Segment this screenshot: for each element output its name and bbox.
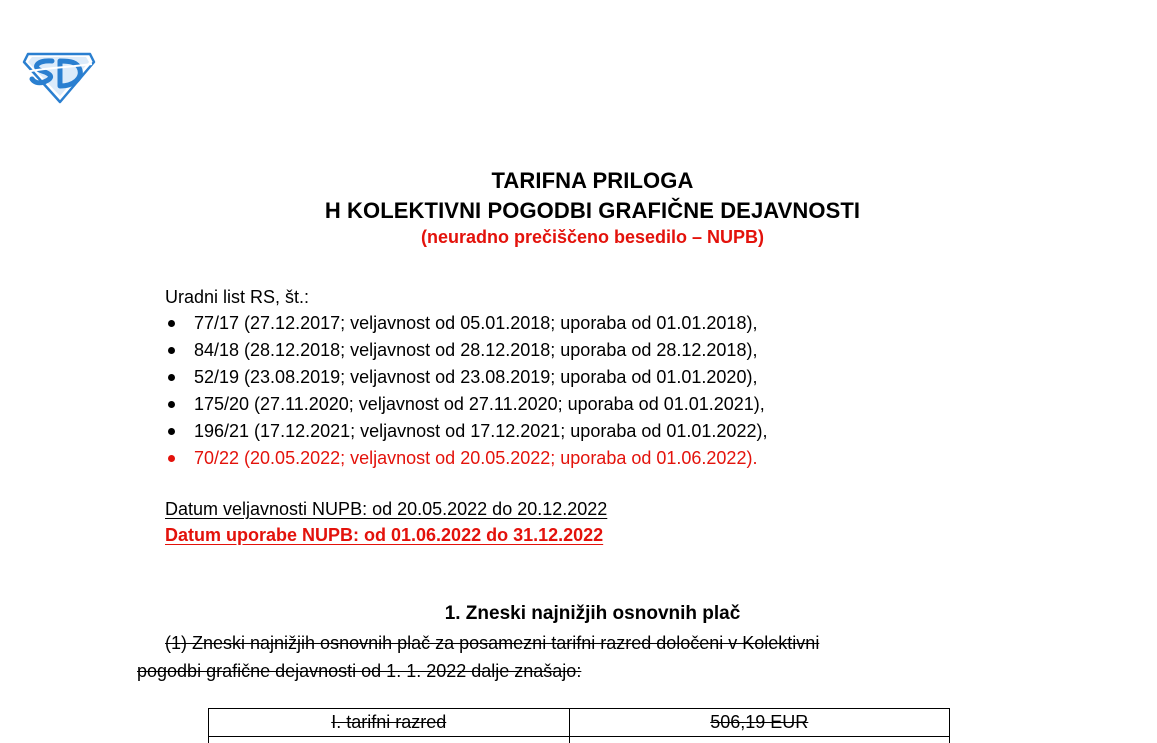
document-title-line-1: TARIFNA PRILOGA: [491, 168, 694, 193]
bullet-icon: [168, 347, 175, 354]
datum-veljavnosti: Datum veljavnosti NUPB: od 20.05.2022 do 20.12.2022: [165, 499, 608, 519]
gazette-entry-text: 196/21 (17.12.2021; veljavnost od 17.12.2021; uporaba od 01.01.2022),: [194, 421, 768, 441]
gazette-entry: [165, 418, 767, 445]
table-row: [209, 709, 950, 737]
bullet-icon: [168, 428, 175, 435]
gazette-entry-text: 84/18 (28.12.2018; veljavnost od 28.12.2018; uporaba od 28.12.2018),: [194, 340, 758, 360]
gazette-entry: [165, 364, 767, 391]
struck-paragraph: [137, 629, 1027, 685]
tariff-class-cell: I. tarifni razred: [209, 709, 570, 737]
bullet-icon: [168, 320, 175, 327]
document-subtitle: (neuradno prečiščeno besedilo – NUPB): [420, 227, 765, 247]
tariff-table: [208, 708, 950, 743]
paragraph-line-1: (1) Zneski najnižjih osnovnih plač za posamezni tarifni razred določeni v Kolektivni: [165, 633, 820, 653]
validity-dates: [165, 496, 607, 548]
paragraph-line-2: pogodbi grafične dejavnosti od 1. 1. 2022 dalje znašajo:: [137, 661, 582, 681]
datum-uporabe: Datum uporabe NUPB: od 01.06.2022 do 31.12.2022: [165, 525, 604, 545]
bullet-icon: [168, 374, 175, 381]
gazette-entry-text: 52/19 (23.08.2019; veljavnost od 23.08.2019; uporaba od 01.01.2020),: [194, 367, 758, 387]
gazette-entry: [165, 391, 767, 418]
bullet-icon: [168, 455, 175, 462]
uradni-list-label: Uradni list RS, št.:: [165, 287, 310, 307]
gazette-list: [165, 310, 767, 472]
gazette-entry-latest: [165, 445, 767, 472]
gazette-entry-text: 77/17 (27.12.2017; veljavnost od 05.01.2018; uporaba od 01.01.2018),: [194, 313, 758, 333]
tariff-amount-cell: [569, 737, 950, 743]
gazette-entry-text: 175/20 (27.11.2020; veljavnost od 27.11.2020; uporaba od 01.01.2021),: [194, 394, 765, 414]
title-block: [0, 166, 1157, 250]
tariff-class-cell: [209, 737, 570, 743]
section-heading: 1. Zneski najnižjih osnovnih plač: [444, 603, 741, 624]
company-logo: [22, 48, 96, 104]
gazette-entry: [165, 337, 767, 364]
tariff-amount-cell: 506,19 EUR: [569, 709, 950, 737]
table-row: [209, 737, 950, 743]
gazette-entry: [165, 310, 767, 337]
gazette-entry-text: 70/22 (20.05.2022; veljavnost od 20.05.2022; uporaba od 01.06.2022).: [194, 448, 758, 468]
bullet-icon: [168, 401, 175, 408]
document-title-line-2: H KOLEKTIVNI POGODBI GRAFIČNE DEJAVNOSTI: [324, 198, 861, 223]
